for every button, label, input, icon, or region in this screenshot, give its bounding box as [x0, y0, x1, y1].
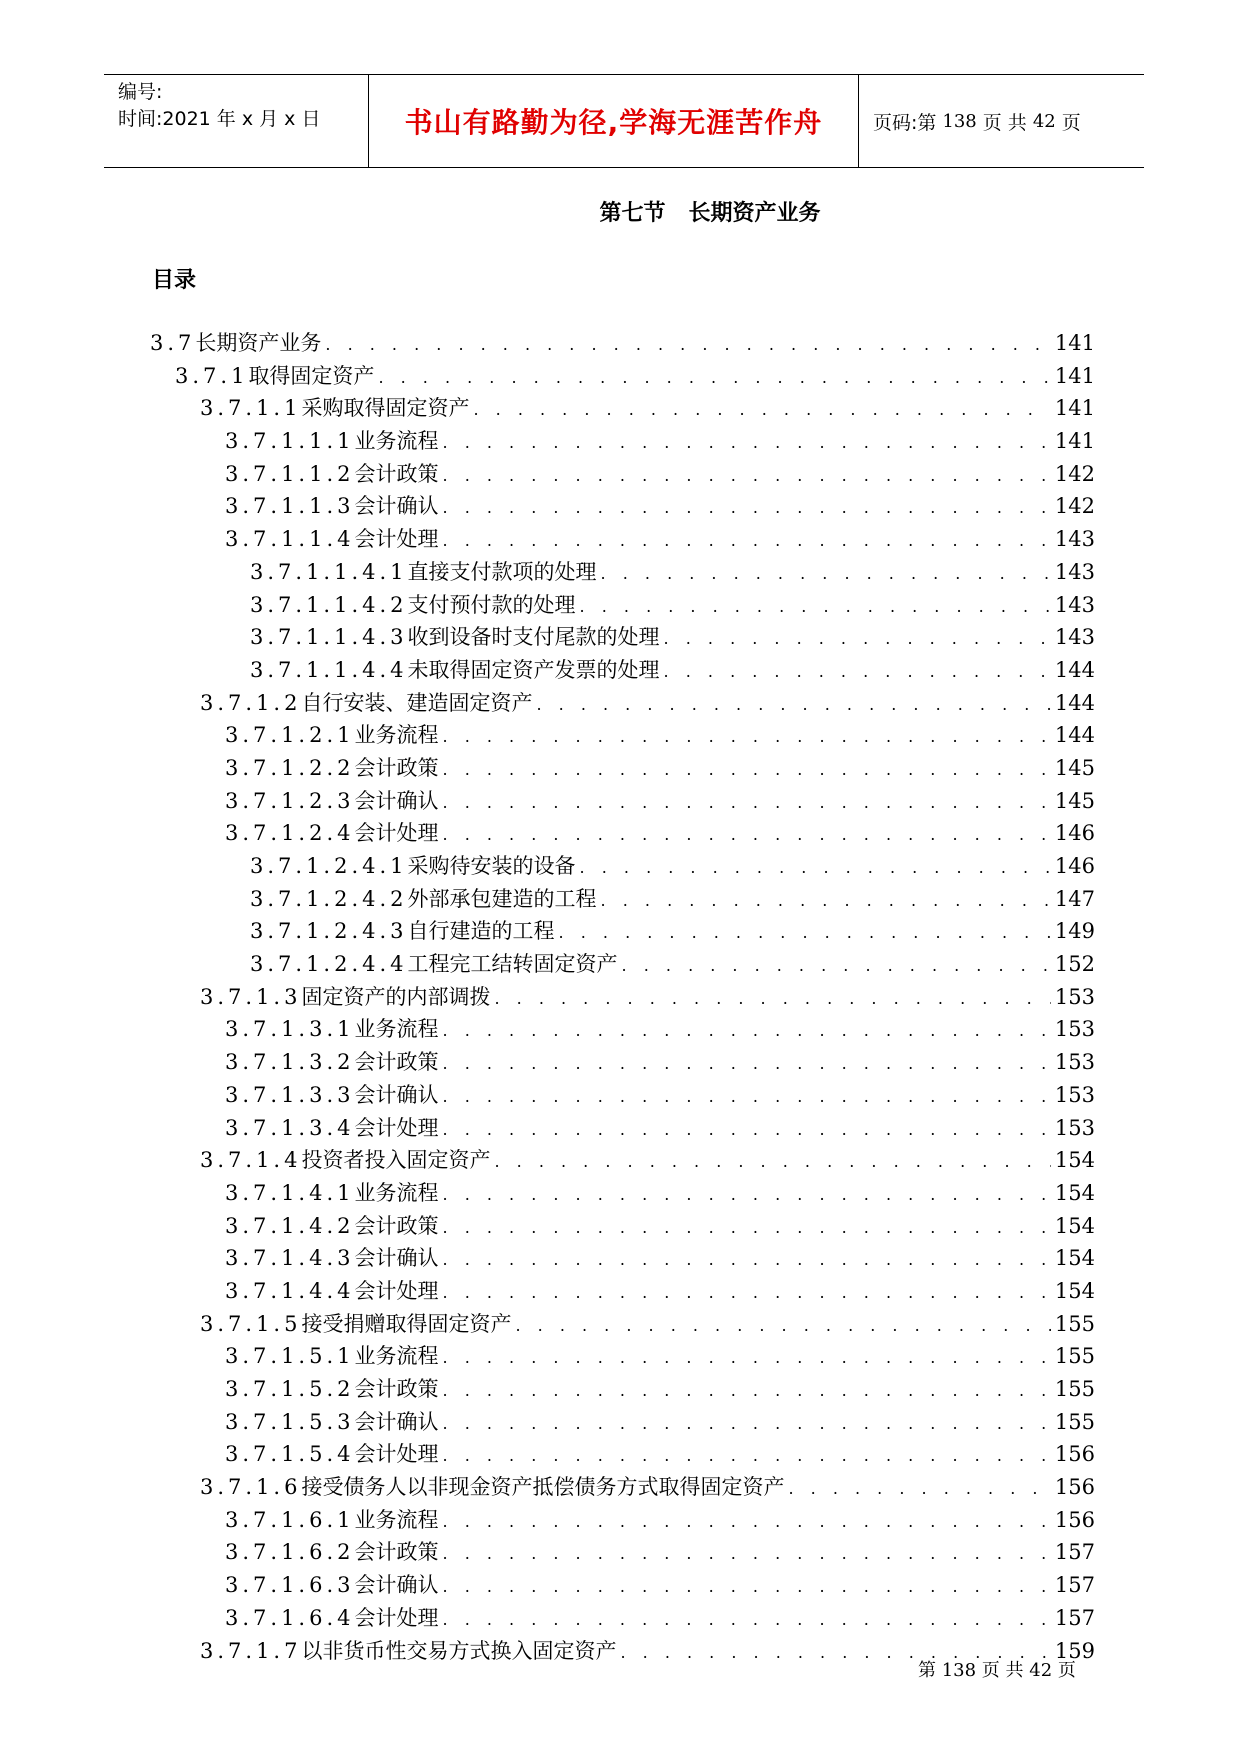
- toc-dot-leader: [494, 983, 1050, 1016]
- toc-entry-page: 155: [1054, 1377, 1095, 1401]
- toc-entry-label: 采购待安装的设备: [407, 854, 576, 878]
- toc-entry-page: 142: [1054, 461, 1095, 486]
- toc-entry-number: 3.7.1.3.4: [225, 1115, 355, 1140]
- toc-entry-label: 会计政策: [354, 1540, 439, 1565]
- toc-entry-number: 3.7.1.2.3: [225, 788, 355, 813]
- toc-entry-page: 152: [1054, 952, 1095, 977]
- toc-entry-page: 154: [1054, 1278, 1095, 1303]
- toc-entry-number: 3.7.1.7: [200, 1638, 302, 1663]
- toc-entry-label: 外部承包建造的工程: [407, 886, 597, 911]
- toc-entry-number: 3.7.1.4.4: [225, 1278, 355, 1303]
- toc-dot-leader: [443, 1179, 1051, 1212]
- toc-entry[interactable]: [150, 1536, 1095, 1569]
- toc-entry[interactable]: [150, 817, 1095, 850]
- toc-dot-leader: [443, 1440, 1051, 1473]
- toc-entry-page: 143: [1054, 527, 1095, 552]
- toc-entry-label: 自行建造的工程: [407, 919, 555, 944]
- toc-entry[interactable]: [150, 719, 1095, 752]
- toc-entry-number: 3.7.1.1: [200, 396, 302, 421]
- toc-entry-number: 3.7.1.5.2: [225, 1377, 355, 1401]
- toc-entry[interactable]: [150, 1569, 1095, 1602]
- toc-dot-leader: [559, 917, 1051, 950]
- toc-entry-label: 会计政策: [354, 461, 439, 486]
- toc-entry-label: 会计政策: [354, 1213, 439, 1238]
- toc-entry-label: 业务流程: [354, 1180, 439, 1205]
- toc-entry-number: 3.7: [150, 331, 196, 355]
- toc-entry-number: 3.7.1.6.2: [225, 1540, 355, 1565]
- toc-entry-number: 3.7.1.2: [200, 690, 302, 715]
- toc-entry-label: 固定资产的内部调拨: [301, 984, 491, 1009]
- toc-entry-label: 会计处理: [354, 821, 439, 846]
- toc-entry-label: 接受债务人以非现金资产抵偿债务方式取得固定资产: [301, 1475, 785, 1500]
- toc-entry[interactable]: [150, 981, 1095, 1014]
- toc-entry[interactable]: [150, 327, 1095, 360]
- toc-dot-leader: [443, 1081, 1051, 1114]
- toc-entry-label: 业务流程: [354, 429, 439, 454]
- toc-dot-leader: [443, 787, 1051, 820]
- toc-entry-page: 155: [1054, 1311, 1095, 1336]
- toc-entry-number: 3.7.1.1.4.1: [250, 559, 408, 584]
- toc-entry-number: 3.7.1.6.1: [225, 1507, 355, 1532]
- toc-dot-leader: [664, 656, 1051, 689]
- toc-dot-leader: [443, 1506, 1051, 1539]
- toc-entry[interactable]: [150, 1471, 1095, 1504]
- toc-entry-page: 154: [1054, 1148, 1095, 1173]
- toc-dot-leader: [443, 492, 1051, 525]
- toc-entry-label: 会计处理: [354, 1442, 439, 1467]
- toc-entry-number: 3.7.1.6.3: [225, 1573, 355, 1598]
- toc-entry-label: 会计处理: [354, 527, 439, 552]
- toc-entry-page: 155: [1054, 1409, 1095, 1434]
- toc-entry-page: 141: [1054, 363, 1095, 388]
- toc-entry-label: 会计处理: [354, 1605, 439, 1630]
- toc-entry-page: 156: [1054, 1475, 1095, 1500]
- toc-entry-label: 收到设备时支付尾款的处理: [407, 625, 660, 650]
- toc-entry-number: 3.7.1.6.4: [225, 1605, 355, 1630]
- toc-entry[interactable]: [150, 1373, 1095, 1406]
- toc-entry-label: 会计确认: [354, 494, 439, 519]
- section-title: 第七节 长期资产业务: [599, 201, 821, 226]
- toc-entry[interactable]: [150, 948, 1095, 981]
- toc-dot-leader: [443, 1212, 1051, 1245]
- toc-entry-page: 145: [1054, 755, 1095, 780]
- toc-dot-leader: [515, 1310, 1050, 1343]
- toc-entry-label: 会计确认: [354, 788, 439, 813]
- toc-entry-label: 以非货币性交易方式换入固定资产: [301, 1638, 617, 1663]
- toc-dot-leader: [664, 623, 1051, 656]
- toc-entry-number: 3.7.1.3.1: [225, 1017, 355, 1042]
- toc-entry-number: 3.7.1.5: [200, 1311, 302, 1336]
- toc-dot-leader: [443, 1244, 1051, 1277]
- toc-entry-number: 3.7.1.1.4: [225, 527, 355, 552]
- toc-entry-label: 会计确认: [354, 1409, 439, 1434]
- header-motto: 书山有路勤为径,学海无涯苦作舟: [369, 75, 859, 167]
- toc-entry-page: 157: [1054, 1540, 1095, 1565]
- toc-entry-label: 取得固定资产: [248, 363, 375, 388]
- toc-entry[interactable]: [150, 1013, 1095, 1046]
- toc-entry-label: 会计确认: [354, 1573, 439, 1598]
- toc-entry[interactable]: [150, 915, 1095, 948]
- toc-entry-page: 141: [1054, 429, 1095, 454]
- toc-entry-page: 153: [1054, 984, 1095, 1009]
- toc-entry-page: 141: [1054, 331, 1095, 355]
- toc-dot-leader: [443, 1571, 1051, 1604]
- toc-dot-leader: [443, 1342, 1051, 1375]
- toc-dot-leader: [443, 1604, 1051, 1637]
- toc-entry-label: 业务流程: [354, 1017, 439, 1042]
- toc-entry[interactable]: [150, 1144, 1095, 1177]
- toc-entry-page: 143: [1054, 592, 1095, 617]
- toc-dot-leader: [443, 1375, 1051, 1408]
- toc-dot-leader: [536, 689, 1050, 722]
- toc-entry-number: 3.7.1.4.2: [225, 1213, 355, 1238]
- toc-dot-leader: [443, 525, 1051, 558]
- toc-entry-number: 3.7.1.6: [200, 1475, 302, 1500]
- toc-entry-label: 会计确认: [354, 1082, 439, 1107]
- toc-dot-leader: [443, 1015, 1051, 1048]
- toc-dot-leader: [378, 362, 1050, 395]
- toc-entry[interactable]: [150, 556, 1095, 589]
- toc-entry[interactable]: [150, 1046, 1095, 1079]
- toc-entry-label: 业务流程: [354, 723, 439, 748]
- toc-entry[interactable]: [150, 850, 1095, 883]
- toc-entry-page: 146: [1054, 821, 1095, 846]
- toc-dot-leader: [622, 950, 1051, 983]
- toc-entry[interactable]: [150, 360, 1095, 393]
- toc-entry-number: 3.7.1.1.3: [225, 494, 355, 519]
- toc-entry-page: 141: [1054, 396, 1095, 421]
- table-of-contents: [150, 327, 1095, 1667]
- toc-dot-leader: [473, 394, 1050, 427]
- toc-entry-page: 144: [1054, 657, 1095, 682]
- toc-entry-label: 会计政策: [354, 1050, 439, 1075]
- toc-entry-page: 157: [1054, 1605, 1095, 1630]
- toc-entry-number: 3.7.1.2.4.2: [250, 886, 408, 911]
- page-header: [104, 74, 1144, 168]
- toc-entry[interactable]: [150, 752, 1095, 785]
- toc-dot-leader: [601, 558, 1051, 591]
- toc-entry-label: 工程完工结转固定资产: [407, 952, 618, 977]
- toc-entry-page: 149: [1054, 919, 1095, 944]
- toc-entry-label: 接受捐赠取得固定资产: [301, 1311, 512, 1336]
- toc-entry[interactable]: [150, 1504, 1095, 1537]
- toc-entry-number: 3.7.1.1.4.2: [250, 592, 408, 617]
- toc-entry-number: 3.7.1.1.4.4: [250, 657, 408, 682]
- toc-entry[interactable]: [150, 654, 1095, 687]
- toc-entry-number: 3.7.1.3: [200, 984, 302, 1009]
- toc-entry-number: 3.7.1.2.1: [225, 723, 355, 748]
- toc-entry-page: 145: [1054, 788, 1095, 813]
- toc-entry-label: 自行安装、建造固定资产: [301, 690, 533, 715]
- toc-entry-number: 3.7.1.2.4.3: [250, 919, 408, 944]
- toc-entry[interactable]: [150, 1308, 1095, 1341]
- toc-entry[interactable]: [150, 1079, 1095, 1112]
- toc-entry-number: 3.7.1.2.4.1: [250, 854, 408, 878]
- toc-entry-number: 3.7.1.1.4.3: [250, 625, 408, 650]
- toc-entry-page: 143: [1054, 559, 1095, 584]
- toc-entry-number: 3.7.1.1.1: [225, 429, 355, 454]
- toc-entry-number: 3.7.1.4.3: [225, 1246, 355, 1271]
- toc-entry-number: 3.7.1.2.2: [225, 755, 355, 780]
- toc-entry-label: 业务流程: [354, 1344, 439, 1369]
- toc-dot-leader: [443, 460, 1051, 493]
- toc-entry[interactable]: [150, 1242, 1095, 1275]
- toc-entry[interactable]: [150, 687, 1095, 720]
- toc-entry-label: 会计政策: [354, 755, 439, 780]
- toc-entry[interactable]: [150, 589, 1095, 622]
- time-label: 时间:2021 年 x 月 x 日: [118, 108, 321, 130]
- toc-entry-page: 159: [1054, 1638, 1095, 1663]
- toc-entry-page: 142: [1054, 494, 1095, 519]
- toc-entry-number: 3.7.1.3.2: [225, 1050, 355, 1075]
- header-meta: [104, 75, 369, 167]
- toc-entry-label: 会计确认: [354, 1246, 439, 1271]
- toc-entry[interactable]: [150, 1210, 1095, 1243]
- toc-entry-label: 投资者投入固定资产: [301, 1148, 491, 1173]
- toc-entry-page: 146: [1054, 854, 1095, 878]
- toc-dot-leader: [443, 754, 1051, 787]
- toc-dot-leader: [443, 819, 1051, 852]
- toc-entry-number: 3.7.1.5.3: [225, 1409, 355, 1434]
- toc-entry-page: 154: [1054, 1180, 1095, 1205]
- toc-entry-page: 144: [1054, 690, 1095, 715]
- toc-entry[interactable]: [150, 1112, 1095, 1145]
- toc-entry-label: 业务流程: [354, 1507, 439, 1532]
- page-total: 42: [1032, 110, 1056, 132]
- toc-entry-number: 3.7.1.5.1: [225, 1344, 355, 1369]
- toc-entry-number: 3.7.1.5.4: [225, 1442, 355, 1467]
- toc-dot-leader: [443, 1538, 1051, 1571]
- toc-dot-leader: [443, 1277, 1051, 1310]
- toc-entry-label: 直接支付款项的处理: [407, 559, 597, 584]
- toc-entry-page: 144: [1054, 723, 1095, 748]
- page-prefix: 页码:第: [873, 111, 937, 134]
- toc-entry[interactable]: [150, 1177, 1095, 1210]
- toc-entry[interactable]: [150, 490, 1095, 523]
- toc-entry-page: 155: [1054, 1344, 1095, 1369]
- toc-entry-number: 3.7.1: [175, 363, 249, 388]
- toc-dot-leader: [788, 1473, 1050, 1506]
- toc-dot-leader: [443, 721, 1051, 754]
- toc-entry-number: 3.7.1.3.3: [225, 1082, 355, 1107]
- toc-entry[interactable]: [150, 1275, 1095, 1308]
- toc-entry[interactable]: [150, 1438, 1095, 1471]
- toc-dot-leader: [601, 885, 1051, 918]
- toc-entry-number: 3.7.1.4: [200, 1148, 302, 1173]
- toc-entry[interactable]: [150, 1340, 1095, 1373]
- toc-entry-page: 147: [1054, 886, 1095, 911]
- page-current: 138: [942, 110, 977, 132]
- toc-entry-page: 153: [1054, 1017, 1095, 1042]
- toc-entry-page: 156: [1054, 1507, 1095, 1532]
- toc-entry-label: 会计处理: [354, 1278, 439, 1303]
- toc-entry-number: 3.7.1.4.1: [225, 1180, 355, 1205]
- toc-entry-page: 143: [1054, 625, 1095, 650]
- toc-entry-label: 未取得固定资产发票的处理: [407, 657, 660, 682]
- toc-entry-page: 153: [1054, 1115, 1095, 1140]
- toc-entry-page: 153: [1054, 1050, 1095, 1075]
- toc-entry-label: 会计政策: [354, 1377, 439, 1401]
- toc-entry[interactable]: [150, 392, 1095, 425]
- toc-entry[interactable]: [150, 1406, 1095, 1439]
- toc-entry-number: 3.7.1.2.4: [225, 821, 355, 846]
- toc-heading: 目录: [152, 268, 197, 293]
- toc-entry-label: 支付预付款的处理: [407, 592, 576, 617]
- toc-dot-leader: [580, 591, 1051, 624]
- toc-dot-leader: [443, 1048, 1051, 1081]
- toc-dot-leader: [325, 329, 1051, 362]
- toc-entry-label: 长期资产业务: [195, 331, 322, 355]
- toc-entry[interactable]: [150, 425, 1095, 458]
- toc-entry-number: 3.7.1.1.2: [225, 461, 355, 486]
- header-page-info: [859, 75, 1144, 167]
- toc-entry-page: 153: [1054, 1082, 1095, 1107]
- page-suffix: 页: [1061, 111, 1081, 134]
- toc-entry[interactable]: [150, 1602, 1095, 1635]
- toc-entry[interactable]: [150, 523, 1095, 556]
- toc-dot-leader: [443, 427, 1051, 460]
- toc-entry-label: 会计处理: [354, 1115, 439, 1140]
- toc-entry-label: 采购取得固定资产: [301, 396, 470, 421]
- toc-dot-leader: [443, 1114, 1051, 1147]
- toc-entry-page: 157: [1054, 1573, 1095, 1598]
- toc-entry[interactable]: [150, 458, 1095, 491]
- serial-label: 编号:: [118, 81, 163, 103]
- toc-entry[interactable]: [150, 785, 1095, 818]
- toc-entry-page: 154: [1054, 1246, 1095, 1271]
- toc-dot-leader: [494, 1146, 1050, 1179]
- toc-entry-page: 156: [1054, 1442, 1095, 1467]
- toc-entry[interactable]: [150, 621, 1095, 654]
- toc-entry[interactable]: [150, 883, 1095, 916]
- toc-dot-leader: [580, 852, 1051, 885]
- page-mid: 页 共: [982, 111, 1027, 134]
- page-footer: 第 138 页 共 42 页: [918, 1660, 1076, 1681]
- toc-dot-leader: [443, 1408, 1051, 1441]
- toc-entry-page: 154: [1054, 1213, 1095, 1238]
- toc-entry-number: 3.7.1.2.4.4: [250, 952, 408, 977]
